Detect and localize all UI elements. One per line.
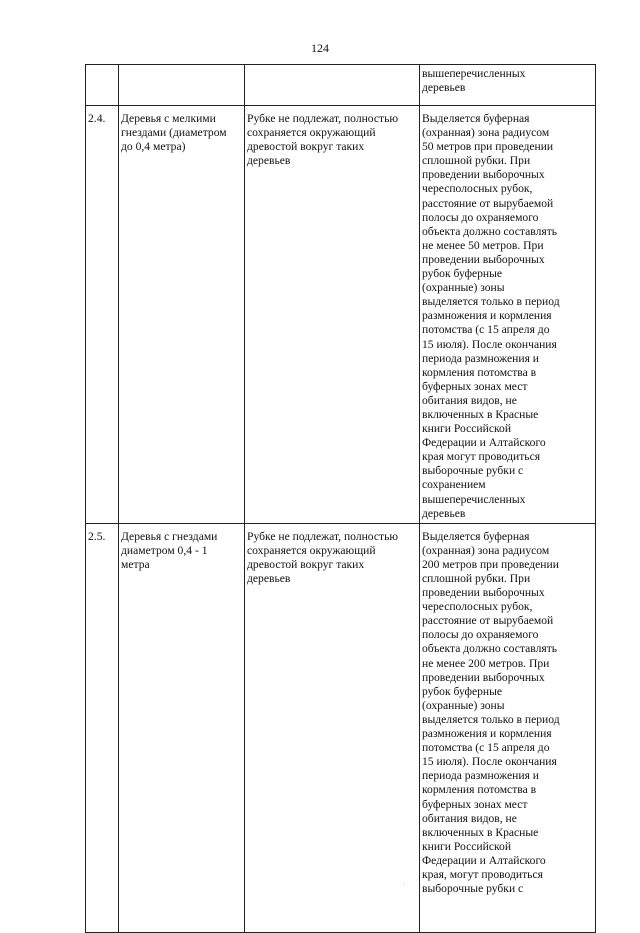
measure-cell [245, 65, 420, 106]
measure-cell: Рубке не подлежат, полностью сохраняется окружающий древостой вокруг таких деревьев [245, 106, 420, 524]
row-number-cell [86, 65, 119, 106]
note-cell: вышеперечисленных деревьев [420, 65, 596, 106]
note-cell: Выделяется буферная (охранная) зона радиусом 200 метров при проведении сплошной рубки. При проведении выборочных чересполосных рубок, расстояние от вырубаемой полосы до охраняемого объекта должно составлять не менее 200 метров. При проведении выборочных рубок буферные (охранные) зоны выделяется только в период размножения и кормления потомства (с 15 апреля до 15 июля). После окончания периода размножения и кормления потомства в буферных зонах мест обитания видов, не включенных в Красные книги Российской Федерации и Алтайского края, могут проводиться выборочные рубки с [420, 523, 596, 932]
row-number-cell: 2.5. [86, 523, 119, 932]
table-row [86, 523, 596, 932]
object-cell: Деревья с гнездами диаметром 0,4 - 1 метра [119, 523, 245, 932]
table-row [86, 106, 596, 524]
object-cell: Деревья с мелкими гнездами (диаметром до 0,4 метра) [119, 106, 245, 524]
note-cell: Выделяется буферная (охранная) зона радиусом 50 метров при проведении сплошной рубки. При проведении выборочных чересполосных рубок, расстояние от вырубаемой полосы до охраняемого объекта должно составлять не менее 50 метров. При проведении выборочных рубок буферные (охранные) зоны выделяется только в период размножения и кормления потомства (с 15 апреля до 15 июля). После окончания периода размножения и кормления потомства в буферных зонах мест обитания видов, не включенных в Красные книги Российской Федерации и Алтайского края могут проводиться выборочные рубки с сохранением вышеперечисленных деревьев [420, 106, 596, 524]
table-row [86, 65, 596, 106]
measure-cell: Рубке не подлежат, полностью сохраняется окружающий древостой вокруг таких деревьев [245, 523, 420, 932]
page-number: 124 [311, 41, 329, 55]
measures-table [85, 64, 596, 933]
scan-speck: . [404, 880, 406, 886]
row-number-cell: 2.4. [86, 106, 119, 524]
object-cell [119, 65, 245, 106]
